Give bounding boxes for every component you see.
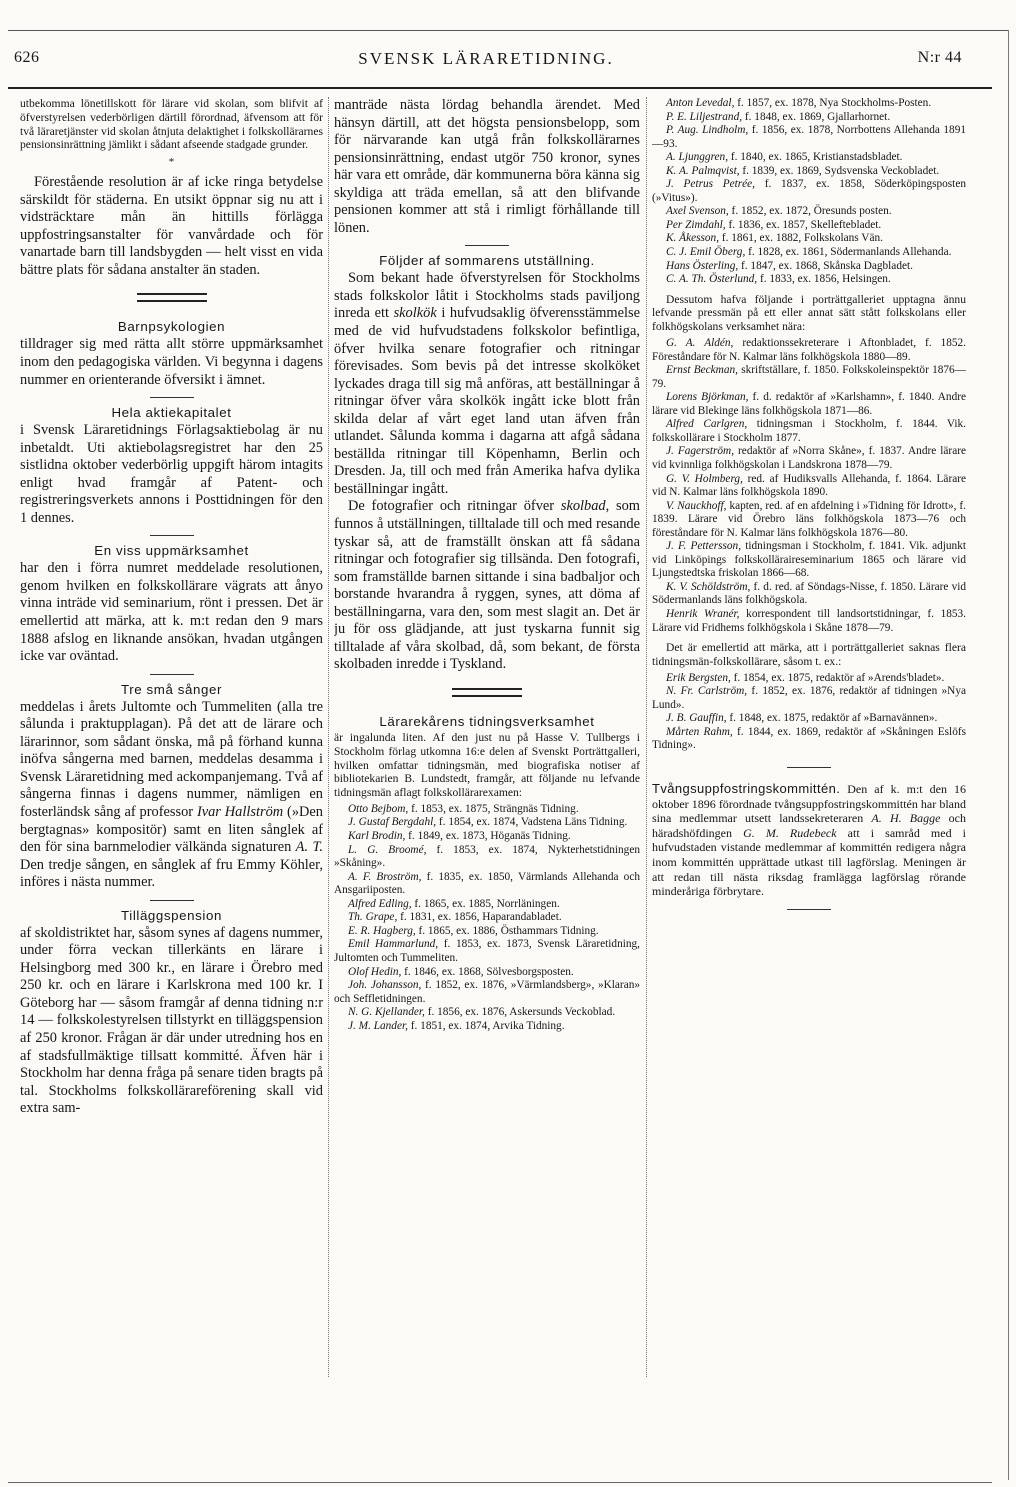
person-name: J. Gustaf Bergdahl,	[348, 816, 437, 829]
list-item	[652, 219, 966, 233]
sanger-text-part: meddelas i årets Jultomte och Tummeliten (alla tre sålunda i praktupplagan). På det att de lärare och lärarinnor, som sådant önska, må på förhand kunna inöfva sångerna med barnen, meddelas desamma i Svensk Läraretidning med ackompanjemang. Två af sångerna finnas i dagens nummer, nämligen en fosterländsk sång af professor	[20, 698, 323, 820]
person-details: f. 1854, ex. 1875, redaktör af »Arends'bladet».	[730, 671, 945, 684]
bottom-rule	[8, 1482, 992, 1483]
teacher-journalist-list	[334, 803, 640, 1033]
list-item	[334, 925, 640, 939]
foljder-text-part: i hufvudsaklig öfverensstämmelse med de vid hufvudstadens folkskolor befintliga, öfver hvilka senare fotografier och ritningar förevisades. Som bevis på det intresse skolköket lyckades draga till sig må anföras, att beställningar å ritningar öfver våra skolkök ingått icke blott från skilda delar af vårt eget land utan äfven från utlandet. Sålunda komma i dagarna att afgå sådana beställda ritningar till Köpenhamn, Berlin och Dresden. Ja, till och med från Amerika hafva dylika beställningar ingått.	[334, 305, 640, 497]
person-details: f. 1865, ex. 1886, Östhammars Tidning.	[415, 924, 599, 937]
sanger-heading: Tre små sånger	[120, 681, 223, 697]
person-name: G. V. Holmberg,	[666, 472, 743, 485]
person-details: f. 1839, ex. 1869, Sydsvenska Veckobladet.	[739, 164, 940, 177]
person-details: f. 1854, ex. 1874, Vadstena Läns Tidning.	[436, 816, 628, 829]
list-item	[652, 124, 966, 151]
person-details: f. 1853, ex. 1873, Svensk Läraretidning, Jultomten och Tummeliten.	[334, 938, 640, 964]
page-number: 626	[14, 49, 40, 66]
list-item	[334, 966, 640, 980]
item-divider	[150, 397, 194, 398]
list-item	[652, 712, 966, 726]
person-name: Alfred Carlgren,	[666, 418, 748, 431]
list-item	[334, 803, 640, 817]
sanger-text-part: Den tredje sången, en sånglek af fru Emmy Köhler, införes i nästa nummer.	[20, 856, 323, 891]
composer-name: Ivar Hallström	[196, 803, 284, 820]
person-name: K. V. Schöldström,	[666, 580, 751, 593]
list-item	[652, 165, 966, 179]
person-details: red. af Hudiksvalls Allehanda, f. 1864. Lärare vid N. Kalmar läns folkhögskola 1890.	[652, 472, 966, 499]
person-details: f. 1857, ex. 1878, Nya Stockholms-Posten.	[734, 97, 932, 109]
column-3	[652, 97, 966, 914]
person-details: f. 1836, ex. 1857, Skelleftebladet.	[725, 218, 882, 231]
section-divider	[137, 293, 207, 302]
header-rule	[8, 87, 992, 89]
person-name: J. Petrus Petrée,	[666, 178, 756, 191]
person-name: Hans Österling,	[666, 259, 739, 272]
signature-name: A. T.	[295, 839, 323, 856]
person-name: Per Zimdahl,	[666, 218, 726, 231]
missing-journalists-list	[652, 672, 966, 753]
person-name: Ernst Beckman,	[666, 364, 738, 377]
foljder-heading: Följder af sommarens utställning.	[379, 253, 595, 269]
list-item	[652, 97, 966, 111]
person-name: C. A. Th. Österlund,	[666, 273, 758, 286]
list-item	[652, 337, 966, 364]
list-item	[652, 685, 966, 712]
list-item	[334, 898, 640, 912]
sanger-text-part: (»Den bergtagnas» kompositör) samt en liten sånglek af den för sina barnmelodier välkända signaturen	[20, 803, 323, 856]
uppmarksamhet-text: har den i förra numret meddelade resolutionen, genom hvilken en folkskollärare vägrats att ånyo vinna inträde vid seminarium, rönt i pressen. Det är emellertid att märka, att k. m:t redan den 9 mars 1888 afslog en liknande ansökan, hvadan utgången icke var oväntad.	[20, 560, 323, 665]
person-details: f. 1848, ex. 1869, Gjallarhornet.	[742, 110, 891, 123]
uppmarksamhet-heading: En viss uppmärksamhet	[94, 543, 249, 559]
list-item	[334, 830, 640, 844]
list-item	[652, 178, 966, 205]
item-divider	[787, 767, 831, 768]
sanger-text	[20, 699, 323, 892]
list-item	[334, 844, 640, 871]
foljder-text-part: Som bekant hade öfverstyrelsen för Stockholms stads folkskolor låtit i Stockholms stads paviljong inreda ett	[334, 270, 640, 322]
list-item	[652, 608, 966, 635]
list-item	[334, 911, 640, 925]
person-name: A. Ljunggren,	[666, 151, 729, 164]
person-name: Lorens Björkman,	[666, 391, 749, 404]
person-name: L. G. Broomé,	[348, 843, 427, 856]
person-details: f. 1840, ex. 1865, Kristianstadsbladet.	[728, 151, 903, 164]
person-name: J. Fagerström,	[666, 445, 735, 458]
item-divider	[150, 674, 194, 675]
lararekar-heading: Lärarekårens tidningsverksamhet	[379, 713, 595, 729]
person-name: Henrik Wranér,	[666, 607, 740, 620]
person-name: Otto Bejbom,	[348, 802, 409, 815]
list-item	[334, 1020, 640, 1034]
list-item	[652, 246, 966, 260]
person-name: Alfred Edling,	[348, 897, 412, 910]
section-star: *	[168, 156, 175, 169]
list-item	[652, 726, 966, 753]
list-item	[652, 111, 966, 125]
list-item	[652, 364, 966, 391]
column-divider	[328, 97, 329, 1377]
person-details: f. 1828, ex. 1861, Södermanlands Allehanda.	[745, 246, 952, 259]
foljder-text-part: , som funnos å utställningen, tilltalade till och med resande tyskar så, att de framställt önskan att få sådana ritningar och fotografier sig tillsända. Den fotografi, som framställde barnen sittande i sina badbaljor och borstande hvarandra å ryggen, synes, att döma af beställningarna, vara den, som mest slagit an. Det är ju för oss glädjande, att just tyskarna funnit sig tilltalade af våra skolbad, då, som bekant, de första skolbaden inredde i Tyskland.	[334, 498, 640, 673]
press-members-list	[652, 337, 966, 635]
person-name: K. A. Palmqvist,	[666, 164, 740, 177]
tvang-paragraph	[652, 782, 966, 899]
person-name: J. B. Gauffin,	[666, 712, 727, 725]
person-name: P. Aug. Lindholm,	[666, 124, 749, 137]
person-details: f. 1849, ex. 1873, Höganäs Tidning.	[405, 830, 571, 843]
end-divider	[787, 909, 831, 910]
person-name: J. F. Pettersson,	[666, 540, 742, 553]
list-item	[334, 816, 640, 830]
person-details: f. 1831, ex. 1856, Haparandabladet.	[397, 911, 562, 924]
item-divider	[465, 245, 509, 246]
list-item	[652, 540, 966, 581]
list-item	[652, 205, 966, 219]
column-2	[334, 97, 640, 1033]
person-name: Axel Svenson,	[666, 205, 729, 218]
lararekar-text: är ingalunda liten. Af den just nu på Hasse V. Tullbergs i Stockholm förlag utkomna 16:e delen af Svenskt Porträttgalleri, hvilken omfattar tidningsmän, med biografiska notiser af bibliotekarien B. Lundstedt, framgår, att följande nu lefvande tidningsmän aflagt folkskollärarexamen:	[334, 730, 640, 800]
person-name: Mårten Rahm,	[666, 725, 733, 738]
person-details: f. 1833, ex. 1856, Helsingen.	[757, 273, 891, 286]
person-details: f. 1852, ex. 1876, »Värmlandsberg», »Klaran» och Seffletidningen.	[334, 979, 640, 1005]
list-item	[652, 581, 966, 608]
issue-number: N:r 44	[917, 49, 962, 66]
person-name: N. Fr. Carlström,	[666, 685, 748, 698]
person-name: Anton Levedal,	[666, 97, 735, 109]
person-details: f. 1852, ex. 1876, redaktör af tidningen »Nya Lund».	[652, 685, 966, 711]
tvang-text-part: Den af k. m:t den 16 oktober 1896 förordnade tvångsuppfostringskommittén har bland sina medlemmar utsett landssekreteraren	[652, 781, 966, 826]
list-item	[652, 418, 966, 445]
aktiekapitalet-heading: Hela aktiekapitalet	[111, 405, 232, 421]
person-name: Th. Grape,	[348, 911, 398, 924]
person-details: skriftställare, f. 1850. Folkskoleinspektör 1876—79.	[652, 364, 966, 390]
person-details: f. 1837, ex. 1858, Söderköpingsposten (»Vitus»).	[652, 178, 966, 204]
intro-paragraph: utbekomma lönetillskott för lärare vid skolan, som blifvit af öfverstyrelsen vederbörligen därtill förordnad, äfvensom att för två läraretjänster vid skolan åtnjuta delaktighet i folkskollärarnes pensionsinrättning jämlikt i sådant afseende stadgade grunder.	[20, 97, 323, 152]
aktiekapitalet-text: i Svensk Läraretidnings Förlagsaktiebolag är nu inbetaldt. Uti aktiebolagsregistret har den 25 sistlidna oktober vederbörlig uppgift härom intagits enligt hvad framgår af Patent- och registreringsverkets annons i Posttidningen för den 1 dennes.	[20, 422, 323, 526]
top-rule	[8, 30, 1008, 31]
foljder-text-part: De fotografier och ritningar öfver	[348, 498, 561, 515]
foljder-text-1	[334, 270, 640, 498]
person-details: f. d. redaktör af »Karlshamn», f. 1840. Andre lärare vid Blekinge läns folkhögskola 1871—86.	[652, 391, 966, 417]
person-details: korrespondent till landsortstidningar, f. 1853. Lärare vid Fridhems folkhögskola i Skåne 1878—79.	[652, 607, 966, 634]
person-details: f. 1848, ex. 1875, redaktör af »Barnavännen».	[726, 712, 938, 725]
person-details: redaktionssekreterare i Aftonbladet, f. 1852. Föreståndare för N. Kalmar läns folkhögskola 1880—89.	[652, 337, 966, 363]
list-item	[652, 273, 966, 287]
list-item	[652, 151, 966, 165]
person-name: K. Åkesson,	[666, 232, 720, 245]
person-details: f. 1856, ex. 1878, Norrbottens Allehanda 1891—93.	[652, 124, 966, 150]
tvang-text-part: och häradshöfdingen	[652, 811, 966, 840]
item-divider	[150, 900, 194, 901]
person-details: f. 1851, ex. 1874, Arvika Tidning.	[407, 1019, 565, 1032]
person-details: f. 1847, ex. 1868, Skånska Dagbladet.	[738, 259, 913, 272]
person-details: f. 1861, ex. 1882, Folkskolans Vän.	[719, 232, 883, 245]
dessutom-paragraph: Dessutom hafva följande i porträttgalleriet upptagna ännu lefvande pressmän på ett eller annat sätt stått folkskolans eller folkhögskolans verksamhet nära:	[652, 292, 966, 334]
list-item	[334, 979, 640, 1006]
person-name: J. M. Lander,	[348, 1019, 408, 1032]
list-item	[652, 391, 966, 418]
list-item	[652, 260, 966, 274]
person-name: Emil Hammarlund,	[348, 938, 439, 951]
column-1	[20, 97, 323, 1118]
foljder-text-2	[334, 498, 640, 673]
person-details: f. 1835, ex. 1850, Värmlands Allehanda och Ansgariiposten.	[334, 870, 640, 897]
person-details: f. 1853, ex. 1874, Nykterhetstidningen »Skåning».	[334, 843, 640, 870]
section-divider	[452, 688, 522, 697]
person-name: V. Nauckhoff,	[666, 499, 727, 512]
person-name: G. A. Aldén,	[666, 337, 734, 350]
pension-heading: Tilläggspension	[121, 907, 222, 923]
person-name: Joh. Johansson,	[348, 979, 422, 992]
person-details: tidningsman i Stockholm, f. 1841. Vik. adjunkt vid Linköpings folkskolläraireseminarium 1865 och lärare vid Ljungstedtska friskolan 1866—68.	[652, 540, 966, 580]
bagge-name: A. H. Bagge	[871, 811, 941, 826]
person-name: A. F. Broström,	[348, 870, 422, 883]
list-item	[652, 473, 966, 500]
tvang-text-part: att i samråd med i hufvudstaden vistande medlemmar af kommittén redigera några inom kommittén upprättade utkast till lagförslag. Meningen är att redan till nästa riksdag framlägga lagförslag rörande minderåriga förbrytare.	[652, 825, 966, 899]
list-item	[652, 672, 966, 686]
list-item	[334, 938, 640, 965]
resolution-paragraph: Förestående resolution är af icke ringa betydelse särskildt för städerna. En utsikt öppnar sig nu att i vidsträcktare mån än hittills förlägga uppfostringsanstalter för vanvårdade och för vanartade barn till landsbygden — helt visst en vida bättre plats för sådana anstalter än staden.	[20, 174, 323, 278]
right-edge-rule	[1008, 30, 1009, 1480]
person-details: redaktör af »Norra Skåne», f. 1837. Andre lärare vid kvinnliga folkhögskolan i Landskrona 1878—79.	[652, 445, 966, 471]
skolkok-word: skolkök	[393, 305, 437, 322]
person-name: E. R. Hagberg,	[348, 924, 416, 937]
person-details: f. 1853, ex. 1875, Strängnäs Tidning.	[408, 802, 579, 815]
tvang-heading: Tvångsuppfostringskommittén.	[652, 780, 841, 796]
list-item	[652, 445, 966, 472]
barnpsykologien-text: tilldrager sig med rätta allt större uppmärksamhet inom den pedagogiska världen. Vi begynna i dagens nummer en orienterande öfversikt i ämnet.	[20, 336, 323, 388]
person-name: P. E. Liljestrand,	[666, 110, 743, 123]
journal-title: SVENSK LÄRARETIDNING.	[358, 49, 614, 68]
person-details: f. 1852, ex. 1872, Öresunds posten.	[728, 205, 892, 218]
person-name: Erik Bergsten,	[666, 671, 731, 684]
list-item	[652, 500, 966, 541]
person-details: f. d. red. af Söndags-Nisse, f. 1850. Lärare vid Södermanlands läns folkhögskola.	[652, 580, 966, 607]
person-details: f. 1856, ex. 1876, Askersunds Veckoblad.	[424, 1006, 616, 1019]
marka-paragraph: Det är emellertid att märka, att i porträttgalleriet saknas flera tidningsmän-folkskollärare, såsom t. ex.:	[652, 641, 966, 668]
teacher-journalist-list-cont	[652, 97, 966, 287]
list-item	[334, 1006, 640, 1020]
person-details: tidningsman i Stockholm, f. 1844. Vik. folkskollärare i Stockholm 1877.	[652, 418, 966, 444]
person-name: Karl Brodin,	[348, 830, 406, 843]
continued-paragraph: manträde nästa lördag behandla ärendet. Med hänsyn därtill, att det högsta pensionsbelopp, som för närvarande kan utgå från folkskollärarnes pensionsinrättning, endast utgör 750 kronor, synes här vara ett område, där kommunerna böra känna sig skyldiga att träda emellan, så att den blifvande pensionen kommer att stå i rimligt förhållande till lönen.	[334, 97, 640, 236]
person-name: N. G. Kjellander,	[348, 1006, 425, 1019]
person-name: Olof Hedin,	[348, 965, 402, 978]
barnpsykologien-heading: Barnpsykologien	[117, 319, 226, 335]
item-divider	[150, 535, 194, 536]
person-details: f. 1865, ex. 1885, Norrläningen.	[411, 897, 560, 910]
skolbad-word: skolbad	[560, 498, 606, 515]
person-details: kapten, red. af en afdelning i »Tidning för Idrott», f. 1839. Lärare vid Örebro läns folkhögskola 1873—76 och föreståndare för N. Kalmar läns folkhögskola 1876—80.	[652, 499, 966, 539]
person-details: f. 1844, ex. 1869, redaktör af »Skåningen Eslöfs Tidning».	[652, 725, 966, 752]
list-item	[652, 232, 966, 246]
list-item	[334, 871, 640, 898]
person-name: C. J. Emil Öberg,	[666, 246, 746, 259]
pension-text: af skoldistriktet har, såsom synes af dagens nummer, under förra veckan tillerkänts en lärare i Helsingborg med 300 kr., en lärare i Örebro med 250 kr. och en lärare i Karlskrona med 100 kr. I Göteborg har — såsom framgår af denna tidning n:r 14 — folkskolestyrelsen tillstyrkt en tilläggspension af 250 kronor. Frågan är där under utredning hos en af stadsfullmäktige tillsatt kommitté. Äfven här i Stockholm har denna fråga på senare tiden bragts på tal. Stockholms folkskollärareförening skall vid extra sam-	[20, 924, 323, 1117]
rudebeck-name: G. M. Rudebeck	[743, 825, 837, 840]
column-divider	[646, 97, 647, 1377]
person-details: f. 1846, ex. 1868, Sölvesborgsposten.	[401, 965, 574, 978]
